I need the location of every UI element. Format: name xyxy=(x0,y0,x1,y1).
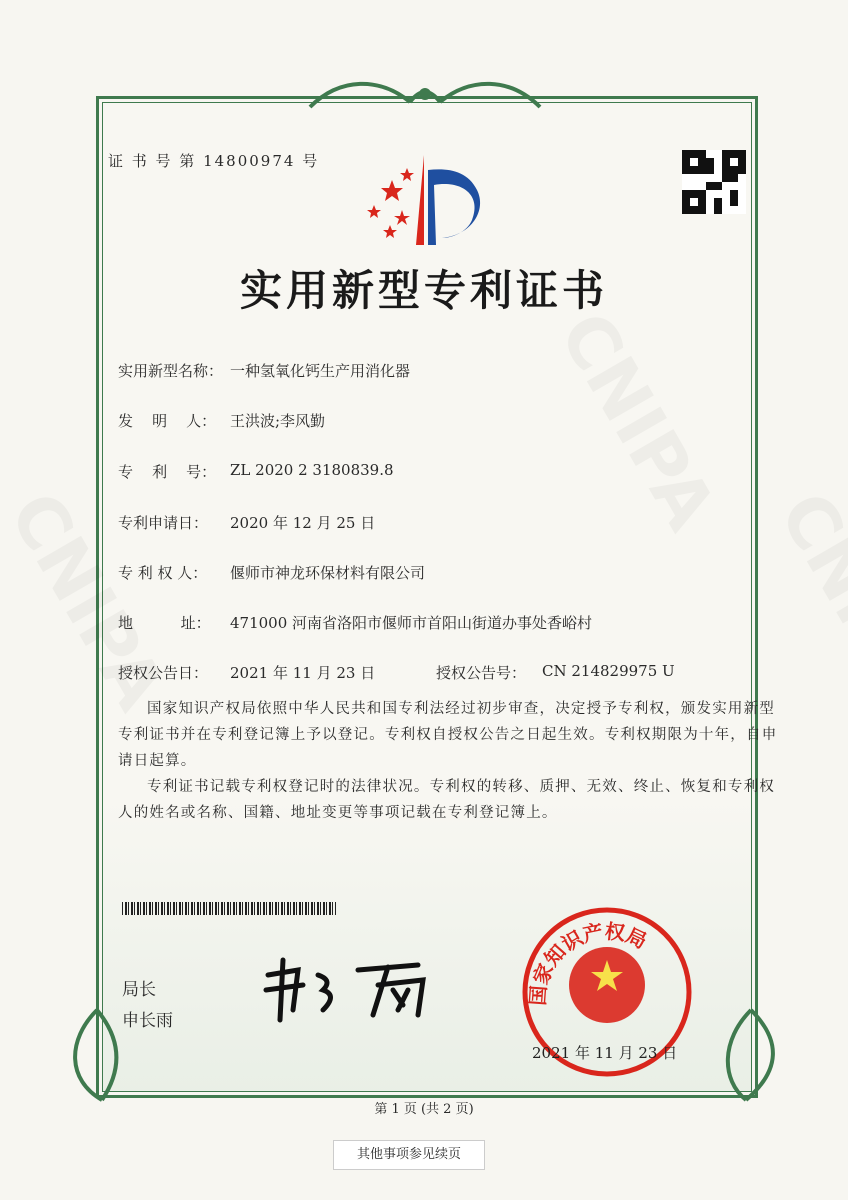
field-inventors xyxy=(118,410,325,431)
page-indicator: 第 1 页 (共 2 页) xyxy=(374,1102,474,1117)
field-value: 471000 河南省洛阳市偃师市首阳山街道办事处香峪村 xyxy=(230,614,593,632)
field-value: ZL 2020 2 3180839.8 xyxy=(230,461,394,479)
field-value: CN 214829975 U xyxy=(542,662,675,680)
field-value: 偃师市神龙环保材料有限公司 xyxy=(230,564,426,582)
cnipa-logo xyxy=(362,150,492,250)
field-label: 地 址： xyxy=(118,614,211,632)
field-patent-number xyxy=(118,461,394,482)
signatory-role: 局长 xyxy=(122,980,156,1000)
seal-text: 国家知识产权局 xyxy=(525,918,651,1007)
certificate-title: 实用新型专利证书 xyxy=(239,266,608,315)
seal-date: 2021 年 11 月 23 日 xyxy=(532,1044,678,1062)
signature xyxy=(258,955,438,1025)
field-value: 2021 年 11 月 23 日 xyxy=(230,664,376,682)
field-address xyxy=(118,612,592,633)
certificate-body xyxy=(118,696,778,826)
field-patentee xyxy=(118,562,425,583)
paragraph: 国家知识产权局依照中华人民共和国专利法经过初步审查，决定授予专利权，颁发实用新型专利证书并在专利登记簿上予以登记。专利权自授权公告之日起生效。专利权期限为十年，自申请日起算。 xyxy=(118,701,778,769)
field-label: 专 利 号： xyxy=(118,463,217,481)
field-utility-model-name xyxy=(118,360,410,381)
field-label: 授权公告号： xyxy=(436,664,527,682)
ornament-bottom-right xyxy=(716,1000,786,1110)
footer-note: 其他事项参见续页 xyxy=(333,1140,485,1170)
watermark xyxy=(763,479,848,724)
ornament-top xyxy=(300,72,550,122)
field-label: 授权公告日： xyxy=(118,664,209,682)
field-announcement-number xyxy=(436,662,675,683)
field-grant-date xyxy=(118,662,375,683)
field-label: 专利申请日： xyxy=(118,514,209,532)
signatory-name: 申长雨 xyxy=(122,1011,173,1031)
qr-code xyxy=(682,150,746,214)
field-label: 实用新型名称： xyxy=(118,362,224,380)
barcode xyxy=(122,902,336,915)
field-value: 2020 年 12 月 25 日 xyxy=(230,514,376,532)
field-label: 发 明 人： xyxy=(118,412,217,430)
field-value: 王洪波;李风勤 xyxy=(230,412,326,430)
paragraph: 专利证书记载专利权登记时的法律状况。专利权的转移、质押、无效、终止、恢复和专利权人的姓名或名称、国籍、地址变更等事项记载在专利登记簿上。 xyxy=(118,779,775,821)
field-label: 专 利 权 人： xyxy=(118,564,208,582)
field-value: 一种氢氧化钙生产用消化器 xyxy=(230,362,411,380)
certificate-number: 证 书 号 第 14800974 号 xyxy=(108,152,320,170)
field-application-date xyxy=(118,512,375,533)
